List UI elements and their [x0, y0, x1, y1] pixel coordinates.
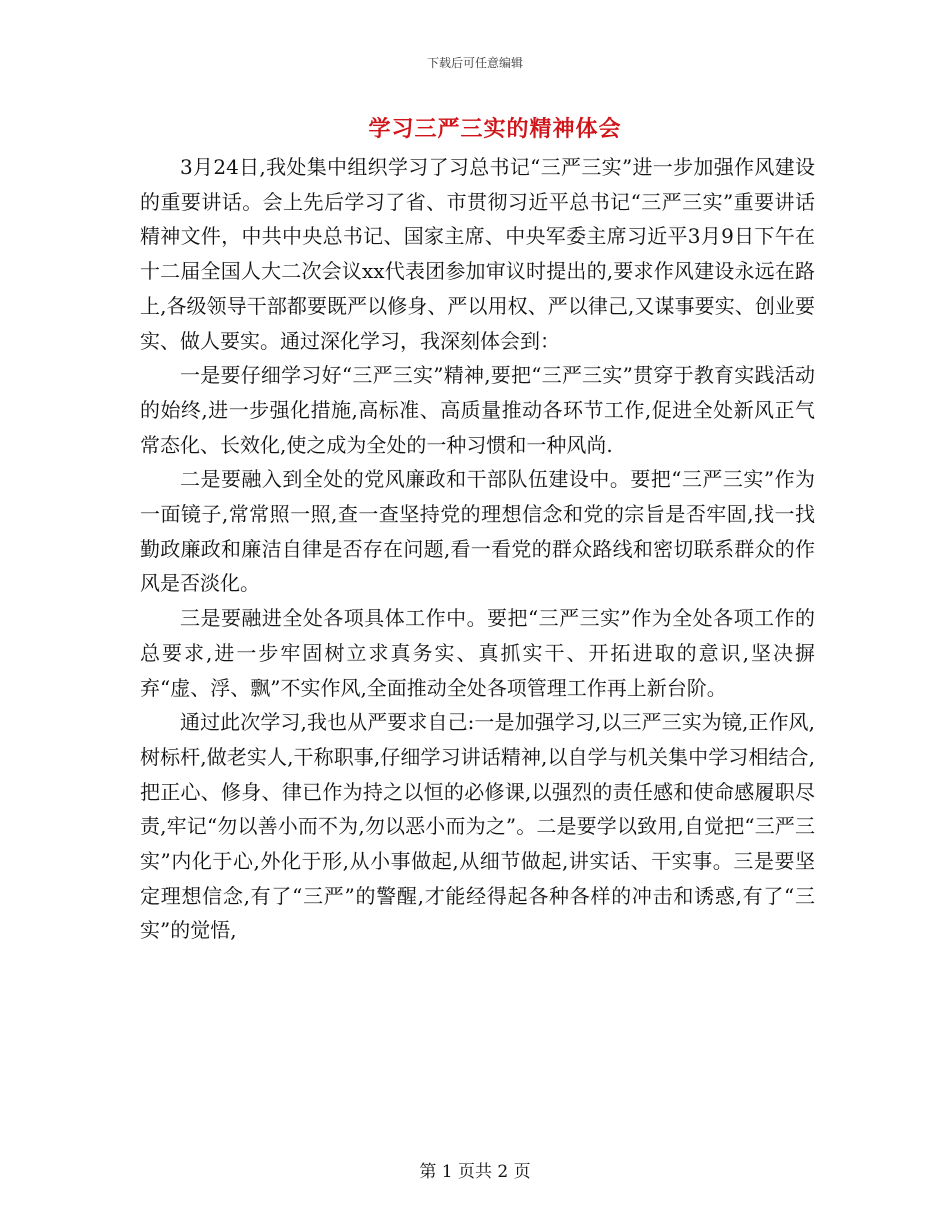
header-note: 下载后可任意编辑: [426, 56, 523, 70]
paragraph-self-requirements: 通过此次学习,我也从严要求自己:一是加强学习,以三严三实为镜,正作风,树标杆,做老实人,干称职事,仔细学习讲话精神,以自学与机关集中学习相结合,把正心、修身、律已作为持之以恒的必修课,以强烈的责任感和使命感履职尽责,牢记“勿以善小而不为,勿以恶小而为之”。二是要学以致用,自觉把“三严三实”内化于心,外化于形,从小事做起,从细节做起,讲实话、干实事。三是要坚定理想信念,有了“三严”的警醒,才能经得起各种各样的冲击和诱惑,有了“三实”的觉悟,: [140, 710, 815, 943]
paragraph-point-one: 一是要仔细学习好“三严三实”精神,要把“三严三实”贯穿于教育实践活动的始终,进一步强化措施,高标准、高质量推动各环节工作,促进全处新风正气常态化、长效化,使之成为全处的一种习惯和一种风尚.: [140, 363, 815, 457]
paragraph-point-three: 三是要融进全处各项具体工作中。要把“三严三实”作为全处各项工作的总要求,进一步牢固树立求真务实、真抓实干、开拓进取的意识,坚决摒弃“虚、浮、飘”不实作风,全面推动全处各项管理工作再上新台阶。: [140, 606, 815, 700]
paragraph-point-two: 二是要融入到全处的党风廉政和干部队伍建设中。要把“三严三实”作为一面镜子,常常照一照,查一查坚持党的理想信念和党的宗旨是否牢固,找一找勤政廉政和廉洁自律是否存在问题,看一看党的群众路线和密切联系群众的作风是否淡化。: [140, 467, 815, 596]
paragraph-intro: 3月24日,我处集中组织学习了习总书记“三严三实”进一步加强作风建设的重要讲话。会上先后学习了省、市贯彻习近平总书记“三严三实”重要讲话精神文件，中共中央总书记、国家主席、中央军委主席习近平3月9日下午在十二届全国人大二次会议xx代表团参加审议时提出的,要求作风建设永远在路上,各级领导干部都要既严以修身、严以用权、严以律己,又谋事要实、创业要实、做人要实。通过深化学习，我深刻体会到：: [140, 155, 815, 353]
page-number-footer: 第 1 页共 2 页: [419, 1162, 531, 1182]
document-title: 学习三严三实的精神体会: [368, 117, 622, 142]
document-body: [140, 150, 815, 948]
